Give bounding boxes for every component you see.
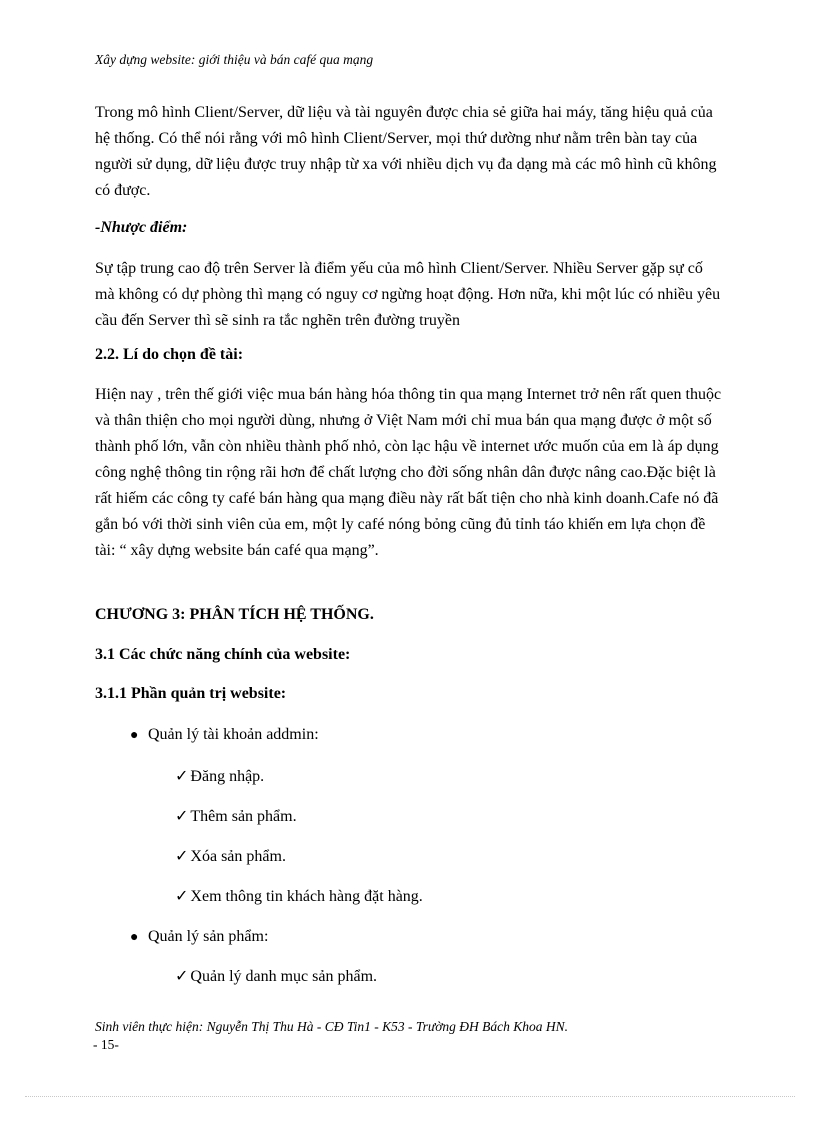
page-divider [25,1096,795,1097]
paragraph-disadvantage: Sự tập trung cao độ trên Server là điểm yếu của mô hình Client/Server. Nhiều Server gặp sự cố mà không có dự phòng thì mạng có nguy cơ ngừng hoạt động. Hơn nữa, khi một lúc có nhiều yêu cầu đến Server thì sẽ sinh ra tắc nghẽn trên đường truyền [95,260,721,329]
page-number: - 15- [93,1037,119,1052]
check-label: Xóa sản phẩm. [190,848,286,865]
check-label: Đăng nhập. [190,768,265,785]
checkmark-icon: ✓ [175,968,189,985]
heading-section-3-1: 3.1 Các chức năng chính của website: [95,646,351,663]
check-item-delete-product [175,846,286,866]
bullet-label: Quản lý sản phẩm: [148,928,269,945]
page-header: Xây dựng website: giới thiệu và bán café qua mạng [95,52,374,67]
heading-section-3-1-1: 3.1.1 Phần quản trị website: [95,685,287,702]
check-item-login [175,766,264,786]
heading-section-2-2: 2.2. Lí do chọn đề tài: [95,346,244,363]
bullet-item-product-management [130,928,268,946]
paragraph-reason: Hiện nay , trên thế giới việc mua bán hàng hóa thông tin qua mạng Internet trở nên rất quen thuộc và thân thiện cho mọi người dùng, nhưng ở Việt Nam mới chỉ mua bán qua mạng được ở một số thành phố lớn, vẫn còn nhiều thành phố nhỏ, còn lạc hậu về internet ước muốn của em là áp dụng công nghệ thông tin rộng rãi hơn để chất lượng cho đời sống nhân dân được nâng cao.Đặc biệt là rất hiếm các công ty café bán hàng qua mạng điều này rất bất tiện cho nhà kinh doanh.Cafe nó đã gắn bó với thời sinh viên của em, một ly café nóng bỏng cũng đủ tỉnh táo khiến em lựa chọn đề tài: “ xây dựng website bán café qua mạng”. [95,386,722,559]
page-footer: Sinh viên thực hiện: Nguyễn Thị Thu Hà - CĐ Tin1 - K53 - Trường ĐH Bách Khoa HN. [95,1019,569,1034]
check-item-add-product [175,806,297,826]
check-label: Xem thông tin khách hàng đặt hàng. [190,888,423,905]
checkmark-icon: ✓ [175,768,189,785]
checkmark-icon: ✓ [175,848,189,865]
bullet-icon: ● [130,728,139,743]
bullet-item-admin-account [130,726,319,744]
bullet-icon: ● [130,930,139,945]
check-label: Quản lý danh mục sản phẩm. [190,968,378,985]
heading-nhuoc-diem: -Nhược điểm: [95,219,188,236]
bullet-label: Quản lý tài khoản addmin: [148,726,319,743]
paragraph-client-server: Trong mô hình Client/Server, dữ liệu và tài nguyên được chia sẻ giữa hai máy, tăng hiệu quả của hệ thống. Có thể nói rằng với mô hình Client/Server, mọi thứ dường như nằm trên bàn tay của người sử dụng, dữ liệu được truy nhập từ xa với nhiều dịch vụ đa dạng mà các mô hình cũ không có được. [95,104,717,199]
check-item-view-orders [175,886,423,906]
check-label: Thêm sản phẩm. [190,808,297,825]
checkmark-icon: ✓ [175,808,189,825]
check-item-category-management [175,966,377,986]
checkmark-icon: ✓ [175,888,189,905]
heading-chapter-3: CHƯƠNG 3: PHÂN TÍCH HỆ THỐNG. [95,606,374,623]
